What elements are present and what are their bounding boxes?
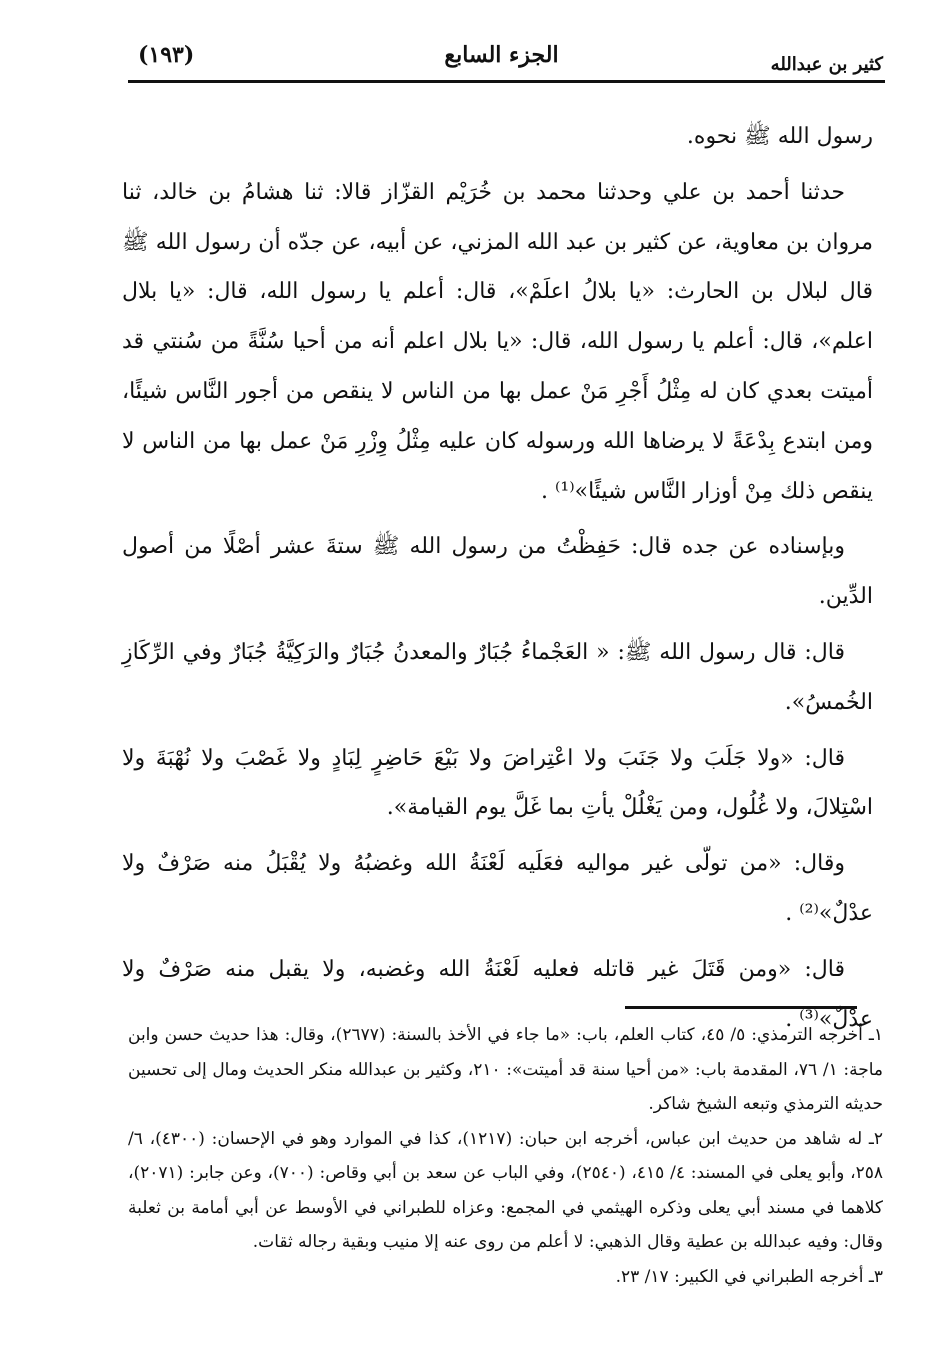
header-divider <box>128 80 885 83</box>
running-title-author: كثير بن عبدالله <box>770 54 883 75</box>
page-header <box>120 36 883 84</box>
footnote-1: ١ـ أخرجه الترمذي: ٥/ ٤٥، كتاب العلم، باب: «ما جاء في الأخذ بالسنة: (٢٦٧٧)، وقال: هذا حديث حسن وابن ماجة: ١/ ٧٦، المقدمة باب: «من أحيا سنة قد أميتت»: ٢١٠، وكثير بن عبدالله منكر الحديث ومال إلى تحسين حديثه الترمذي وتبعه الشيخ شاكر. <box>128 1025 884 1114</box>
paragraph-6: وقال: «من تولّى غير مواليه فعَلَيه لَعْنَةُ الله وغضبُهُ ولا يُقْبَلُ منه صَرْفٌ ولا عدْلٌ»⁽²⁾ . <box>122 851 873 926</box>
paragraph-7: قال: «ومن قَتَلَ غير قاتله فعليه لَعْنَةُ الله وغضبه، ولا يقبل منه صَرْفٌ ولا عدْلٌ»⁽³⁾ . <box>122 956 873 1032</box>
paragraph-4: قال: قال رسول الله ﷺ: « العَجْماءُ جُبَارٌ والمعدنُ جُبَارٌ والرَكِيَّةُ جُبَارٌ وفي الرِّكَازِ الخُمسُ». <box>122 639 873 715</box>
main-text <box>122 112 873 1050</box>
footnote-divider <box>625 1006 857 1009</box>
paragraph-3: وبإسناده عن جده قال: حَفِظْتُ من رسول الله ﷺ ستةَ عشر أصْلًا من أصول الدِّين. <box>122 534 873 610</box>
page-number: (١٩٣) <box>138 42 195 68</box>
paragraph-5: قال: «ولا جَلَبَ ولا جَنَبَ ولا اعْتِراضَ ولا بَيْعَ حَاضِرٍ لِبَادٍ ولا غَصْبَ ولا نُهْبَةَ ولا اسْتِلالَ، ولا غُلُول، ومن يَغْلُلْ يأتِ بما غَلَّ يوم القيامة». <box>122 745 873 821</box>
paragraph-2: حدثنا أحمد بن علي وحدثنا محمد بن خُرَيْم القزّاز قالا: ثنا هشامُ بن خالد، ثنا مروان بن معاوية، عن كثير بن عبد الله المزني، عن أبيه، عن جدّه أن رسول الله ﷺ قال لبلال بن الحارث: «يا بلالُ اعلَمْ»، قال: أعلم يا رسول الله، قال: «يا بلال اعلم»، قال: أعلم يا رسول الله، قال: «يا بلال اعلم أنه من أحيا سُنَّةً من سُنتي قد أميتت بعدي كان له مِثْلُ أَجْرِ مَنْ عمل بها من الناس لا ينقص من أجور النَّاس شيئًا، ومن ابتدع بِدْعَةً لا يرضاها الله ورسوله كان عليه مِثْلُ وِزْرِ مَنْ عمل بها من الناس لا ينقص ذلك مِنْ أوزار النَّاس شيئًا»⁽¹⁾ . <box>122 179 873 504</box>
footnotes <box>128 1018 883 1294</box>
running-title-volume: الجزء السابع <box>444 42 559 68</box>
paragraph-1: رسول الله ﷺ نحوه. <box>686 124 873 149</box>
footnote-2: ٢ـ له شاهد من حديث ابن عباس، أخرجه ابن حبان: (١٢١٧)، كذا في الموارد وهو في الإحسان: (٤٣٠٠)، ٦/ ٢٥٨، وأبو يعلى في المسند: ٤/ ٤١٥، (٢٥٤٠)، وفي الباب عن سعد بن أبي وقاص: (٧٠٠)، وعن جابر: (٢٠٧١)، كلاهما في مسند أبي يعلى وذكره الهيثمي في المجمع: وعزاه للطبراني في الأوسط عن أبي أمامة بن ثعلبة وقال: وفيه عبدالله بن عطية وقال الذهبي: لا أعلم من روى عنه إلا منيب وبقية رجاله ثقات. <box>128 1128 883 1252</box>
footnote-3: ٣ـ أخرجه الطبراني في الكبير: ١٧/ ٢٣. <box>615 1266 883 1287</box>
